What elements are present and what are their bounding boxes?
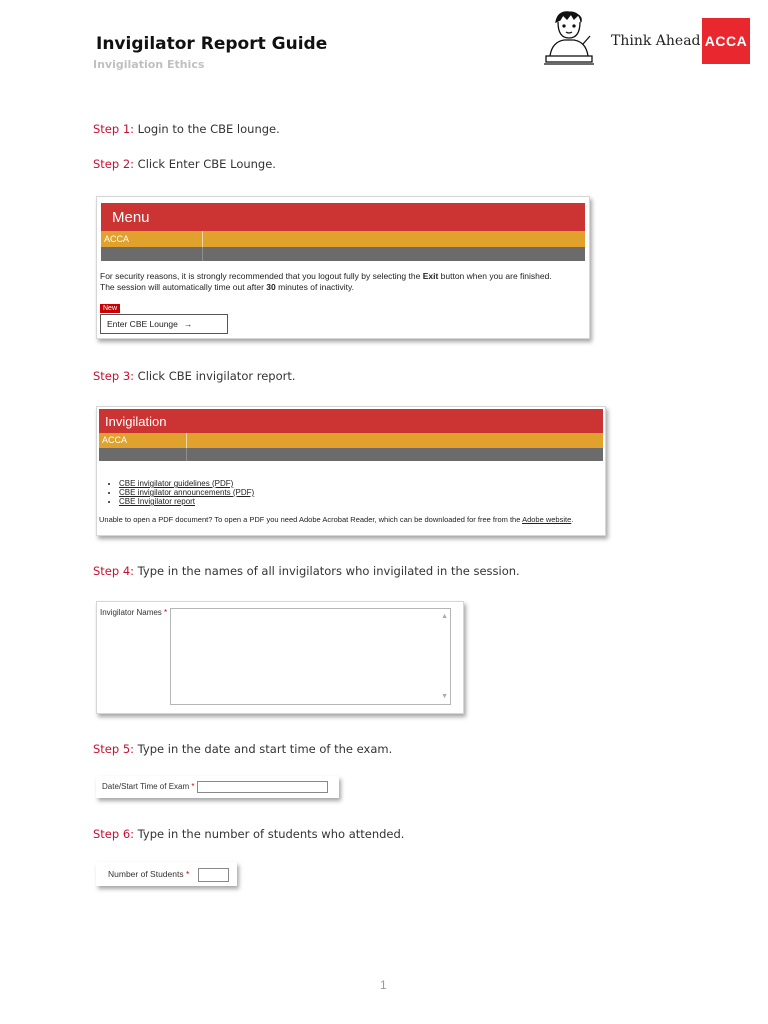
student-illustration-icon xyxy=(538,8,598,68)
timeout-text: The session will automatically time out after xyxy=(100,282,267,292)
label-text: Invigilator Names xyxy=(100,608,162,617)
arrow-right-icon: → xyxy=(183,319,193,329)
scroll-down-icon[interactable]: ▼ xyxy=(441,693,448,700)
notice-text-end: button when you are finished. xyxy=(438,271,552,281)
org-label: ACCA xyxy=(101,231,203,247)
step-label: Step 2: xyxy=(93,157,135,171)
step-6 xyxy=(93,827,404,841)
pdf-note xyxy=(99,515,573,524)
step-label: Step 3: xyxy=(93,369,135,383)
list-item xyxy=(119,479,254,488)
students-field-screenshot xyxy=(96,862,237,886)
invigilator-names-textarea[interactable] xyxy=(170,608,451,705)
label-text: Date/Start Time of Exam xyxy=(102,782,190,791)
pdf-note-end: . xyxy=(571,515,574,524)
notice-exit: Exit xyxy=(422,271,439,281)
button-label: Enter CBE Lounge xyxy=(107,319,178,329)
page-number: 1 xyxy=(380,978,387,992)
nav-bar xyxy=(99,448,603,461)
org-bar xyxy=(101,231,585,247)
step-text: Type in the number of students who attended. xyxy=(134,827,405,841)
label-text: Number of Students xyxy=(108,869,184,879)
menu-title: Menu xyxy=(101,203,585,231)
list-item xyxy=(119,488,254,497)
new-badge: New xyxy=(100,304,120,313)
number-of-students-input[interactable] xyxy=(198,868,229,882)
step-label: Step 1: xyxy=(93,122,135,136)
timeout-minutes: 30 xyxy=(266,282,276,292)
step-1 xyxy=(93,122,280,136)
step-text: Type in the names of all invigilators who invigilated in the session. xyxy=(134,564,520,578)
invigilator-report-link[interactable]: CBE Invigilator report xyxy=(119,497,196,506)
security-notice xyxy=(100,271,586,293)
tagline: Think Ahead xyxy=(611,33,701,49)
list-item xyxy=(119,497,254,506)
step-4 xyxy=(93,564,520,578)
step-label: Step 4: xyxy=(93,564,135,578)
step-text: Login to the CBE lounge. xyxy=(134,122,280,136)
invigilator-names-label xyxy=(100,608,167,617)
step-5 xyxy=(93,742,392,756)
guidelines-link[interactable]: CBE invigilator guidelines (PDF) xyxy=(119,479,234,488)
step-text: Click CBE invigilator report. xyxy=(134,369,296,383)
pdf-note-text: Unable to open a PDF document? To open a PDF you need Adobe Acrobat Reader, which can be downloaded for free from the xyxy=(99,515,523,524)
invigilator-names-screenshot xyxy=(96,601,464,714)
date-field-screenshot xyxy=(96,776,339,798)
org-bar xyxy=(99,433,603,448)
menu-screenshot xyxy=(96,196,590,339)
required-mark: * xyxy=(185,869,190,879)
enter-cbe-lounge-button[interactable] xyxy=(100,314,228,334)
invigilation-title: Invigilation xyxy=(99,409,603,433)
step-text: Click Enter CBE Lounge. xyxy=(134,157,276,171)
announcements-link[interactable]: CBE invigilator announcements (PDF) xyxy=(119,488,255,497)
step-label: Step 5: xyxy=(93,742,135,756)
required-mark: * xyxy=(191,782,195,791)
step-label: Step 6: xyxy=(93,827,135,841)
invigilation-screenshot xyxy=(96,406,606,536)
notice-text: For security reasons, it is strongly recommended that you logout fully by selecting the xyxy=(100,271,423,281)
page-subtitle: Invigilation Ethics xyxy=(93,58,205,71)
timeout-text-end: minutes of inactivity. xyxy=(275,282,355,292)
scroll-up-icon[interactable]: ▲ xyxy=(441,613,448,620)
adobe-website-link[interactable]: Adobe website xyxy=(522,515,572,524)
step-3 xyxy=(93,369,296,383)
page-title: Invigilator Report Guide xyxy=(96,34,328,54)
date-start-time-input[interactable] xyxy=(197,781,328,793)
step-text: Type in the date and start time of the exam. xyxy=(134,742,393,756)
acca-logo: ACCA xyxy=(702,18,750,64)
document-links xyxy=(99,479,254,506)
date-label xyxy=(102,782,195,791)
nav-bar xyxy=(101,247,585,261)
required-mark: * xyxy=(164,608,168,617)
step-2 xyxy=(93,157,276,171)
org-label: ACCA xyxy=(99,433,187,448)
students-label xyxy=(108,869,189,879)
